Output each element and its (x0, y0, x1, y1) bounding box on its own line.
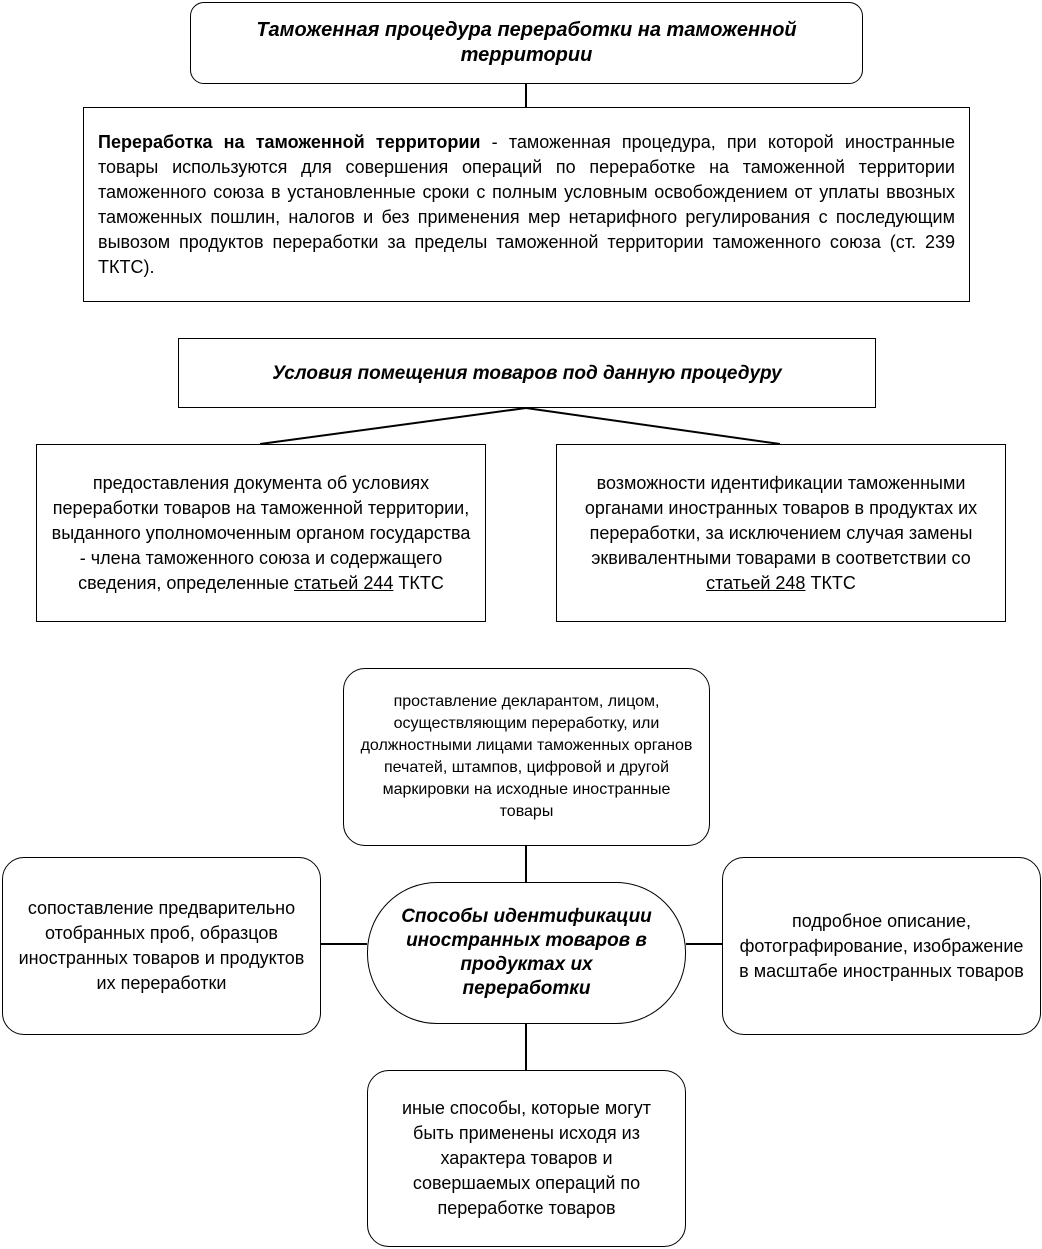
condition-right-link[interactable]: статьей 248 (706, 572, 806, 593)
method-left-text: сопоставление предварительно отобранных проб, образцов иностранных товаров и продуктов их переработки (18, 898, 305, 993)
method-left-box (2, 857, 321, 1035)
condition-left-tail: ТКТС (393, 572, 444, 593)
condition-left-box (36, 444, 486, 622)
procedure-title: Таможенная процедура переработки на таможенной территории (256, 19, 797, 66)
condition-right-box (556, 444, 1006, 622)
condition-right-tail: ТКТС (805, 572, 856, 593)
connector-conditions-right (526, 408, 780, 444)
method-bottom-text: иные способы, которые могут быть применены исходя из характера товаров и совершаемых операций по переработке товаров (401, 1098, 652, 1218)
definition-text: - таможенная процедура, при которой иностранные товары используются для совершения операций по переработке на таможенной территории таможенного союза в установленные сроки с полным условным освобождением от уплаты ввозных таможенных пошлин, налогов и без применения мер нетарифного регулирования с последующим вывозом продуктов переработки за пределы таможенной территории таможенного союза (ст. 239 ТКТС). (98, 132, 955, 277)
condition-right-text-block (569, 471, 993, 596)
condition-right-text: возможности идентификации таможенными органами иностранных товаров в продуктах их переработки, за исключением случая замены эквивалентными товарами в соответствии со (584, 472, 978, 568)
conditions-title-box (178, 338, 876, 408)
definition-text-block (98, 130, 955, 280)
procedure-title-box (190, 2, 863, 84)
conditions-title: Условия помещения товаров под данную процедуру (272, 362, 782, 384)
method-right-text: подробное описание, фотографирование, изображение в масштабе иностранных товаров (739, 910, 1024, 981)
method-right-box (722, 857, 1041, 1035)
method-top-text: проставление декларантом, лицом, осуществляющим переработку, или должностными лицами таможенных органов печатей, штампов, цифровой и другой маркировки на исходные иностранные товары (360, 693, 693, 820)
condition-left-text-block (49, 471, 473, 596)
condition-left-link[interactable]: статьей 244 (294, 572, 394, 593)
methods-center-oval (367, 882, 686, 1024)
condition-left-text: предоставления документа об условиях переработки товаров на таможенной территории, выданного уполномоченным органом государства - члена таможенного союза и содержащего сведения, определенные (51, 472, 471, 593)
method-bottom-box (367, 1070, 686, 1247)
definition-term: Переработка на таможенной территории (98, 132, 481, 152)
method-top-box (343, 668, 710, 846)
methods-center-text: Способы идентификации иностранных товаров в продуктах их переработки (401, 906, 652, 999)
definition-box (83, 107, 970, 302)
connector-conditions-left (260, 408, 526, 444)
